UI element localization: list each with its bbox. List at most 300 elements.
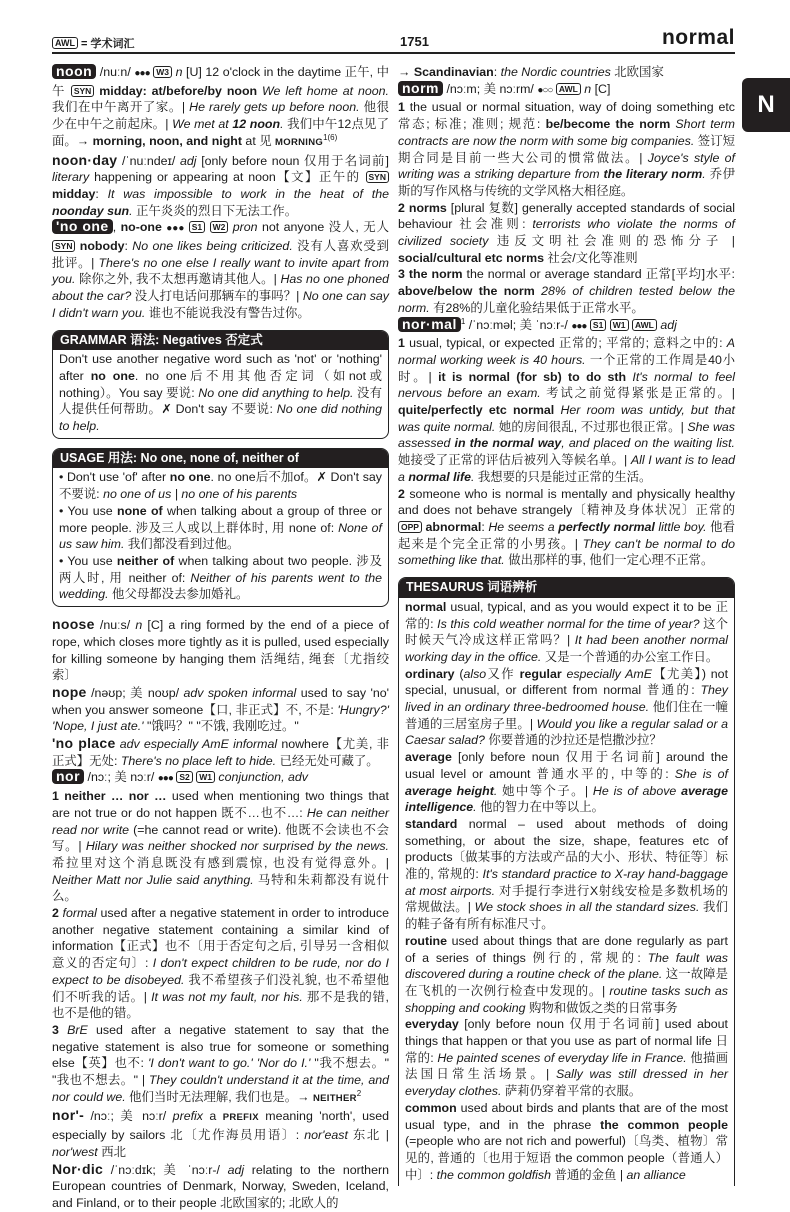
superscript: 1 <box>460 316 466 326</box>
text: 北欧国家 <box>610 65 664 79</box>
dictionary-entry <box>52 684 389 735</box>
awl-legend <box>52 35 135 51</box>
example-text: It was impossible to work in the heat of the <box>107 186 389 201</box>
text: 有28%的儿童化验结果低于正常水平。 <box>429 300 644 315</box>
bold-text: ordinary <box>405 666 455 681</box>
bold-text: 3 the norm <box>398 267 463 282</box>
bold-text: it is normal (for sb) to do sth <box>438 369 627 384</box>
text: ( <box>454 666 464 681</box>
text: 没人打电话问那辆车的事吗？| <box>131 289 303 304</box>
example-text: . <box>702 167 706 182</box>
text: 他的智力在中等以上。 <box>476 800 604 815</box>
text: 她接受了正常的评估后被列入等候名单。| <box>398 453 631 468</box>
frequency-dots: ●●● <box>571 320 587 332</box>
bold-text: 3 <box>52 1022 68 1037</box>
dictionary-entry <box>52 1107 389 1160</box>
dictionary-entry <box>52 219 389 321</box>
headword: nope <box>52 683 87 700</box>
dictionary-entry <box>52 788 389 905</box>
note-box-body <box>53 468 388 606</box>
example-text: It had been another normal working day in the office. <box>405 633 728 664</box>
example-text: Is this cold weather normal for the time of year? <box>437 616 700 631</box>
awl-legend-text: = 学术词汇 <box>78 38 135 50</box>
example-text: formal <box>62 906 97 921</box>
text: at 见 <box>241 133 276 148</box>
headword: noon·day <box>52 151 118 168</box>
example-text: He seems a <box>488 519 559 534</box>
text: 普通的金鱼 | <box>551 1167 627 1182</box>
label-tag: W1 <box>610 319 629 331</box>
headword: Nor·dic <box>52 1160 104 1177</box>
frequency-dots: ●○○ <box>537 84 553 96</box>
text: used after a negative statement in order to introduce another negative statement containing a similar kind of information【正式】也不〔用于否定句之后, 引导另一含相似意义的否定句〕: <box>52 906 389 971</box>
example-text: Has no one phoned about the car? <box>52 272 389 304</box>
text: not anyone 没人, 无人 <box>257 220 389 235</box>
example-text: Hilary was neither shocked nor surprised by the news. <box>85 839 389 854</box>
text: 又作 <box>486 666 520 681</box>
note-box <box>52 448 389 607</box>
bold-text: common <box>405 1100 457 1115</box>
example-text: He can neither read nor write <box>52 805 389 837</box>
text: . no one后不加of。✗ Don't say 不要说: <box>59 470 382 502</box>
example-text: Would you like a regular salad or a Caesar salad? <box>405 716 728 748</box>
bold-text: social/cultural etc norms <box>398 250 544 265</box>
label-tag: W2 <box>210 221 229 233</box>
example-text: She was assessed <box>398 419 735 451</box>
example-text: None of us saw him. <box>59 520 382 552</box>
text: 他看起来是个完全正常的小男孩。| <box>398 519 735 551</box>
example-text: 'I don't want to go.' 'Nor do I.' <box>148 1056 311 1071</box>
text: • You use <box>59 503 118 518</box>
left-column <box>52 64 389 1212</box>
text: when talking about a group of three or more people. 涉及三人或以上群体时, 用 none of: <box>59 503 382 535</box>
bold-text: everyday <box>405 1017 459 1032</box>
bold-text: none of <box>117 503 163 518</box>
example-text: the Nordic countries <box>500 65 611 79</box>
note-paragraph <box>59 503 382 553</box>
bold-text: 1 <box>398 336 410 351</box>
text: the normal or average standard 正常[平均]水平: <box>462 267 735 282</box>
bold-text: be/become the norm <box>545 117 671 132</box>
label-tag: AWL <box>632 319 657 331</box>
example-text: 'Hungry?' 'Nope, I just ate.' <box>52 702 389 734</box>
example-text: The fault was discovered during a routine check of the plane. <box>405 950 728 982</box>
text: 这一故障是在飞机的一次例行检查中发现的。| <box>405 967 728 998</box>
bold-text: 1 <box>398 100 410 115</box>
text: [only before noun 仅用于名词前] used about things that happen or that you use as part of normal life 日常的: <box>405 1017 728 1065</box>
page-header <box>52 26 735 54</box>
dictionary-entry <box>52 152 389 220</box>
text: /nuːs/ <box>94 618 136 633</box>
note-paragraph <box>405 1100 728 1184</box>
text: nowhere【尤美, 非正式】无处: <box>52 737 389 768</box>
text <box>205 220 209 234</box>
note-paragraph <box>59 553 382 603</box>
headword: nor <box>52 769 84 784</box>
text: "饿吗？" "不饿, 我刚吃过。" <box>143 719 299 734</box>
example-text: A normal working week is 40 hours. <box>398 336 735 367</box>
text: : <box>124 239 133 254</box>
dictionary-entry <box>52 905 389 1022</box>
text: → <box>398 65 414 79</box>
example-text: prefix <box>172 1109 203 1124</box>
dictionary-entry <box>398 317 735 336</box>
example-text: n <box>175 65 183 79</box>
superscript: 1(6) <box>323 132 338 142</box>
example-text: No one likes being criticized. <box>132 239 293 254</box>
example-text: She is of <box>674 766 728 781</box>
text: normal – used about methods of doing something, or about the size, shape, features etc of products〔做某事的方法或产品的大小、形状、特征等〕标准的, 常规的: <box>405 816 728 882</box>
bold-text: abnormal <box>425 519 482 534</box>
text: 萨莉仍穿着平常的衣服。 <box>501 1084 642 1099</box>
text: meaning 'north', used especially by sailors 北〔尤作海员用语〕: <box>52 1109 389 1143</box>
text: 对手提行李进行X射线安检是多数机场的常规做法。| <box>405 883 728 915</box>
bold-italic-text: in the normal way <box>454 436 562 451</box>
text: 希拉里对这个消息既没有感到震惊, 也没有觉得意外。| <box>52 855 389 870</box>
example-text: 28% of children tested below the norm. <box>398 284 736 315</box>
cross-reference: MORNING <box>275 136 324 148</box>
note-paragraph <box>405 816 728 933</box>
text: used about birds and plants that are of the most usual type, and in the phrase <box>405 1100 728 1132</box>
note-box-body <box>399 598 734 1187</box>
text: (=he cannot read or write). 他既不会读也不会写。| <box>52 822 389 854</box>
headword: norm <box>398 81 443 96</box>
guide-word: normal <box>661 26 735 49</box>
example-text: Joyce's style of writing was a striking departure from <box>398 150 735 182</box>
bold-text: neither of <box>116 553 175 568</box>
note-paragraph <box>59 469 382 502</box>
dictionary-entry <box>52 1161 389 1212</box>
text: 东北 | <box>347 1128 389 1143</box>
headword: nor·mal <box>398 317 461 332</box>
example-text: Her room was untidy, but that was quite normal. <box>398 403 736 434</box>
example-text: There's no place left to hide. <box>120 753 277 768</box>
text: 购物和做饭之类的日常事务 <box>525 1000 678 1015</box>
dictionary-entry <box>398 200 735 267</box>
text: 这个时候天气冷成这样正常吗？| <box>405 616 729 648</box>
note-box <box>398 577 735 1186</box>
text: 没有人提供任何帮助。✗ Don't say 不要说: <box>59 385 382 417</box>
text: /nuːn/ <box>96 65 135 79</box>
awl-tag: AWL <box>52 37 78 49</box>
bold-text: routine <box>405 933 447 948</box>
frequency-dots: ●●● <box>166 223 185 235</box>
text: used to say 'no' when you answer someone【口, 非正式】不, 不是: <box>52 685 389 717</box>
bold-text: midday: at/before/by noon <box>99 83 258 98</box>
page-number: 1751 <box>400 34 429 49</box>
bold-text: no one <box>169 470 211 485</box>
text: 正午炎炎的烈日下无法工作。 <box>132 203 298 218</box>
dictionary-entry <box>52 64 389 152</box>
bold-italic-text: perfectly normal <box>558 519 655 534</box>
text: 又是一个普通的办公室工作日。 <box>541 649 719 664</box>
cross-reference: PREFIX <box>222 1112 259 1124</box>
bold-italic-text: the literary norm <box>603 167 703 182</box>
bold-text: 2 <box>52 906 63 921</box>
example-text: There's no one else I really want to invite apart from you. <box>52 255 389 287</box>
example-text: They can't be normal to do something like that. <box>398 536 735 568</box>
bold-text: normal <box>405 599 447 614</box>
text: . no one后不用其他否定词（如not或 nothing）。You say 要说: <box>59 368 382 400</box>
text: 她的房间很乱, 不过那也很正常。| <box>495 419 688 434</box>
example-text: adj <box>660 317 677 332</box>
text: /nɔːm; 美 nɔːrm/ <box>443 81 538 96</box>
text: • Don't use 'of' after <box>59 470 170 485</box>
text: [only before noun 仅用于名词前] around the usual level or amount 普通水平的, 中等的: <box>405 750 728 781</box>
example-text: No one did nothing to help. <box>59 402 382 434</box>
text: happening or appearing at noon【文】正午的 <box>89 170 366 185</box>
text: 社会/文化等准则 <box>543 250 638 265</box>
text: 谁也不能说我没有警告过你。 <box>145 305 310 320</box>
text: : <box>95 186 108 201</box>
text: 没有人喜欢受到批评。| <box>52 239 389 270</box>
text: 他描画法国日常生活场景。| <box>405 1050 728 1082</box>
text: : <box>493 65 501 79</box>
bold-italic-text: normal life <box>408 469 471 484</box>
text: • You use <box>59 553 117 568</box>
label-tag: W3 <box>153 66 172 78</box>
text: /ˈnɔːdɪk; 美 ˈnɔːr-/ <box>103 1162 228 1177</box>
note-box <box>52 330 389 439</box>
label-tag: S1 <box>189 221 205 233</box>
example-text: We left home at noon. <box>262 83 389 98</box>
example-text: . <box>471 469 475 484</box>
bold-text: no one <box>90 368 135 383</box>
text: , <box>112 220 121 235</box>
text: [C] <box>591 81 611 96</box>
text: 违反文明社会准则的恐怖分子 | <box>488 234 735 249</box>
example-text: It's standard practice to X-ray hand-baggage at most airports. <box>405 867 728 898</box>
note-box-body <box>53 350 388 438</box>
label-tag: S1 <box>590 319 606 331</box>
example-text: . <box>129 203 133 218</box>
text: 我们的鞋子备有所有标准尺寸。 <box>405 900 728 932</box>
text: used after a negative statement to say that the negative statement is also true for someone or something else【英】也不: <box>52 1022 389 1071</box>
bold-text: no-one <box>120 220 162 235</box>
example-text: I don't expect children to be rude, nor do I expect to be disobeyed. <box>52 956 389 987</box>
headword: 'no place <box>52 735 116 752</box>
dictionary-entry <box>52 616 389 684</box>
dictionary-entry <box>398 81 735 100</box>
text: 我们在中午离开了家。| <box>52 100 190 115</box>
text: 已经无处可藏了。 <box>276 753 379 768</box>
text: 一个正常的工作周是40小时。| <box>398 352 735 384</box>
note-paragraph <box>59 351 382 435</box>
label-tag: SYN <box>52 240 75 252</box>
text: usual, typical, and as you would expect it to be 正常的: <box>405 599 728 631</box>
bold-text: 1 neither … nor … <box>52 789 167 804</box>
bold-text: the common people <box>600 1117 728 1132</box>
text: 西北 <box>97 1144 126 1159</box>
text: /ˈnuːndeɪ/ <box>117 153 181 168</box>
note-paragraph <box>405 666 728 750</box>
example-text: also <box>463 666 487 681</box>
bold-italic-text: 12 noon <box>232 117 281 132</box>
text: 他们当时无法理解, 我们也是。→ <box>125 1089 313 1104</box>
example-text: nor'east <box>304 1128 348 1143</box>
text: a <box>202 1109 223 1124</box>
example-text: Sally was still dressed in her everyday clothes. <box>405 1067 728 1099</box>
bold-italic-text: noonday sun <box>52 203 130 218</box>
text: 你要普通的沙拉还是恺撒沙拉？ <box>484 733 662 748</box>
example-text: Neither of his parents went to the wedding. <box>59 570 382 602</box>
example-text: We met at <box>172 117 233 132</box>
text: 除你之外, 我不太想再邀请其他人。| <box>75 272 281 287</box>
headword: noose <box>52 616 95 633</box>
text: 他们住在一幢普通的三居室房子里。| <box>405 700 728 731</box>
example-text: Short term contracts are now the norm with some big companies. <box>398 117 736 148</box>
example-text: He is of above <box>592 783 682 798</box>
note-paragraph <box>405 933 728 1017</box>
text: 我不希望孩子们没礼貌, 也不希望他们不听我的话。| <box>52 972 389 1004</box>
text: "我不想去。" "我也不想去。" | <box>52 1056 389 1088</box>
text: 他很少在中午之前起床。| <box>52 100 389 132</box>
bold-italic-text: average height <box>405 783 494 798</box>
text: usual, typical, or expected 正常的; 平常的; 意料之中的: <box>409 336 727 351</box>
note-box-title: GRAMMAR 语法: Negatives 否定式 <box>53 331 388 351</box>
example-text: He painted scenes of everyday life in France. <box>437 1050 687 1065</box>
example-text: adj <box>227 1162 245 1177</box>
dictionary-entry <box>52 769 389 788</box>
note-box-title: USAGE 用法: No one, none of, neither of <box>53 449 388 469</box>
text: Don't use another negative word such as 'not' or 'nothing' after <box>59 352 382 383</box>
text: [U] 12 o'clock in the daytime 正午, 中午 <box>52 65 389 98</box>
label-tag: AWL <box>556 83 581 95</box>
text: someone who is normal is mentally and physically healthy and does not behave strangely〔精神及身体状况〕正常的 <box>398 486 735 518</box>
example-text: literary <box>52 170 90 185</box>
example-text: adj <box>180 153 197 168</box>
bold-text: nobody <box>79 239 125 254</box>
text: (=people who are not rich and powerful)〔鸟类、植物〕常见的, 普通的〔也用于短语 the common people（普通人）中〕: <box>405 1134 728 1182</box>
example-text: They couldn't understand it at the time, and nor could we. <box>52 1073 389 1104</box>
example-text: . <box>473 800 477 815</box>
note-paragraph <box>405 1016 728 1100</box>
headword: nor'- <box>52 1107 85 1124</box>
example-text: . <box>280 117 284 132</box>
bold-text: 2 norms <box>398 200 447 215</box>
text: used about things that are done regularly as part of a series of things 例行的, 常规的: <box>405 933 728 965</box>
example-text: We stock shoes in all the standard sizes. <box>474 900 700 915</box>
bold-italic-text: average intelligence <box>405 783 728 815</box>
bold-text: standard <box>405 816 458 831</box>
example-text: adv especially AmE informal <box>119 737 278 752</box>
cross-reference: NEITHER <box>312 1092 357 1104</box>
example-text: routine tasks such as shopping and cooking <box>405 983 728 1015</box>
text: relating to the northern European countries of Denmark, Norway, Sweden, Iceland, and Finland, or to their people 北欧国家的; 北欧人的 <box>52 1162 389 1210</box>
dictionary-entry <box>398 99 735 199</box>
bold-text: morning, noon, and night <box>92 133 242 148</box>
text: 马特和朱莉都没有说什么。 <box>52 872 389 904</box>
bold-text: Scandinavian <box>413 65 494 79</box>
text: 【尤美】) not special, unusual, or different from normal 普通的: <box>405 666 729 698</box>
example-text: It was not my fault, nor his. <box>151 989 303 1004</box>
example-text: n <box>584 81 592 96</box>
example-text: It's normal to feel nervous before an exam. <box>398 369 735 401</box>
example-text: . <box>493 783 498 798</box>
frequency-dots: ●●● <box>157 773 173 785</box>
dictionary-entry <box>398 486 735 570</box>
dictionary-entry <box>52 1022 389 1108</box>
example-text: terrorists who violate the norms of civilized society <box>398 217 735 249</box>
label-tag: SYN <box>366 171 389 183</box>
example-text: , and placed on the waiting list. <box>561 436 735 451</box>
headword: noon <box>52 64 96 79</box>
dictionary-entry <box>398 335 735 485</box>
text: 签订短期合同是目前一些大公司的惯常做法。| <box>398 133 735 165</box>
dictionary-entry <box>398 64 735 81</box>
example-text: little boy. <box>654 519 707 534</box>
text: /nɔː; 美 nɔːr/ <box>84 770 158 785</box>
right-column <box>398 64 735 1195</box>
text: /nəʊp; 美 noʊp/ <box>86 685 184 700</box>
superscript: 2 <box>356 1088 362 1098</box>
example-text: They lived in an ordinary three-bedroomed house. <box>405 683 728 715</box>
example-text: No one can say I didn't warn you. <box>52 289 389 320</box>
example-text: BrE <box>67 1022 88 1037</box>
note-paragraph <box>405 599 728 666</box>
text: 他父母都没去参加婚礼。 <box>108 587 249 602</box>
label-tag: S2 <box>176 771 192 783</box>
example-text: All I want is to lead a <box>398 453 735 484</box>
text: used when mentioning two things that are not true or do not happen 既不…也不…: <box>52 789 389 820</box>
example-text: the common goldfish <box>436 1167 552 1182</box>
label-tag: W1 <box>196 771 215 783</box>
example-text: adv spoken informal <box>183 685 297 700</box>
example-text: n <box>135 618 143 633</box>
bold-text: midday <box>52 186 96 201</box>
text: 那不是我的错, 也不是他的错。 <box>52 989 389 1021</box>
text: when talking about two people. 涉及两人时, 用 neither of: <box>59 553 382 585</box>
letter-thumb-tab: N <box>742 78 790 132</box>
example-text: especially AmE <box>566 666 653 681</box>
text: 我想要的只是能过正常的生活。 <box>474 469 652 484</box>
bold-text: quite/perfectly etc normal <box>398 403 555 418</box>
example-text: no one of us | no one of his parents <box>103 487 298 502</box>
dictionary-entry <box>398 266 735 316</box>
example-text: pron <box>232 220 258 235</box>
text: 我们都没看到过他。 <box>124 537 240 552</box>
bold-text: above/below the norm <box>398 284 535 299</box>
example-text: No one did anything to help. <box>198 385 354 400</box>
dictionary-entry <box>52 735 389 769</box>
note-box-title: THESAURUS 词语辨析 <box>399 578 734 598</box>
label-tag: OPP <box>398 521 422 533</box>
example-text: He rarely gets up before noon. <box>189 100 360 115</box>
text: [C] a ring formed by the end of a piece of rope, which closes more tightly as it is pulled, used especially for killing someone by hanging them 活绳结, 绳套〔尤指绞索〕 <box>52 618 389 683</box>
note-paragraph <box>405 749 728 816</box>
bold-text: average <box>405 750 452 765</box>
text: : <box>481 519 489 534</box>
text: 她中等个子。| <box>497 783 593 798</box>
text: [plural 复数] generally accepted standards of social behaviour 社会准则: <box>398 200 735 232</box>
bold-text: 2 <box>398 486 410 501</box>
text: the usual or normal situation, way of doing something etc 常态; 标准; 准则; 规范: <box>398 100 735 132</box>
label-tag: SYN <box>71 85 94 97</box>
headword: 'no one <box>52 219 113 234</box>
text: [only before noun 仅用于名词前] <box>196 153 389 168</box>
text: /ˈnɔːməl; 美 ˈnɔːr-/ <box>465 317 572 332</box>
text: /nɔː; 美 nɔːr/ <box>84 1109 173 1124</box>
text: 做出那样的事, 他们一定心理不正常。 <box>504 553 714 568</box>
example-text: Neither Matt nor Julie said anything. <box>52 872 254 887</box>
example-text: nor'west <box>52 1144 98 1159</box>
frequency-dots: ●●● <box>134 68 150 79</box>
text: 我们中午12点见了面。→ <box>52 117 390 148</box>
text: 考试之前觉得紧张是正常的。| <box>540 386 735 401</box>
example-text: an alliance <box>626 1167 686 1182</box>
example-text: conjunction, adv <box>218 770 308 785</box>
bold-text: regular <box>519 666 562 681</box>
